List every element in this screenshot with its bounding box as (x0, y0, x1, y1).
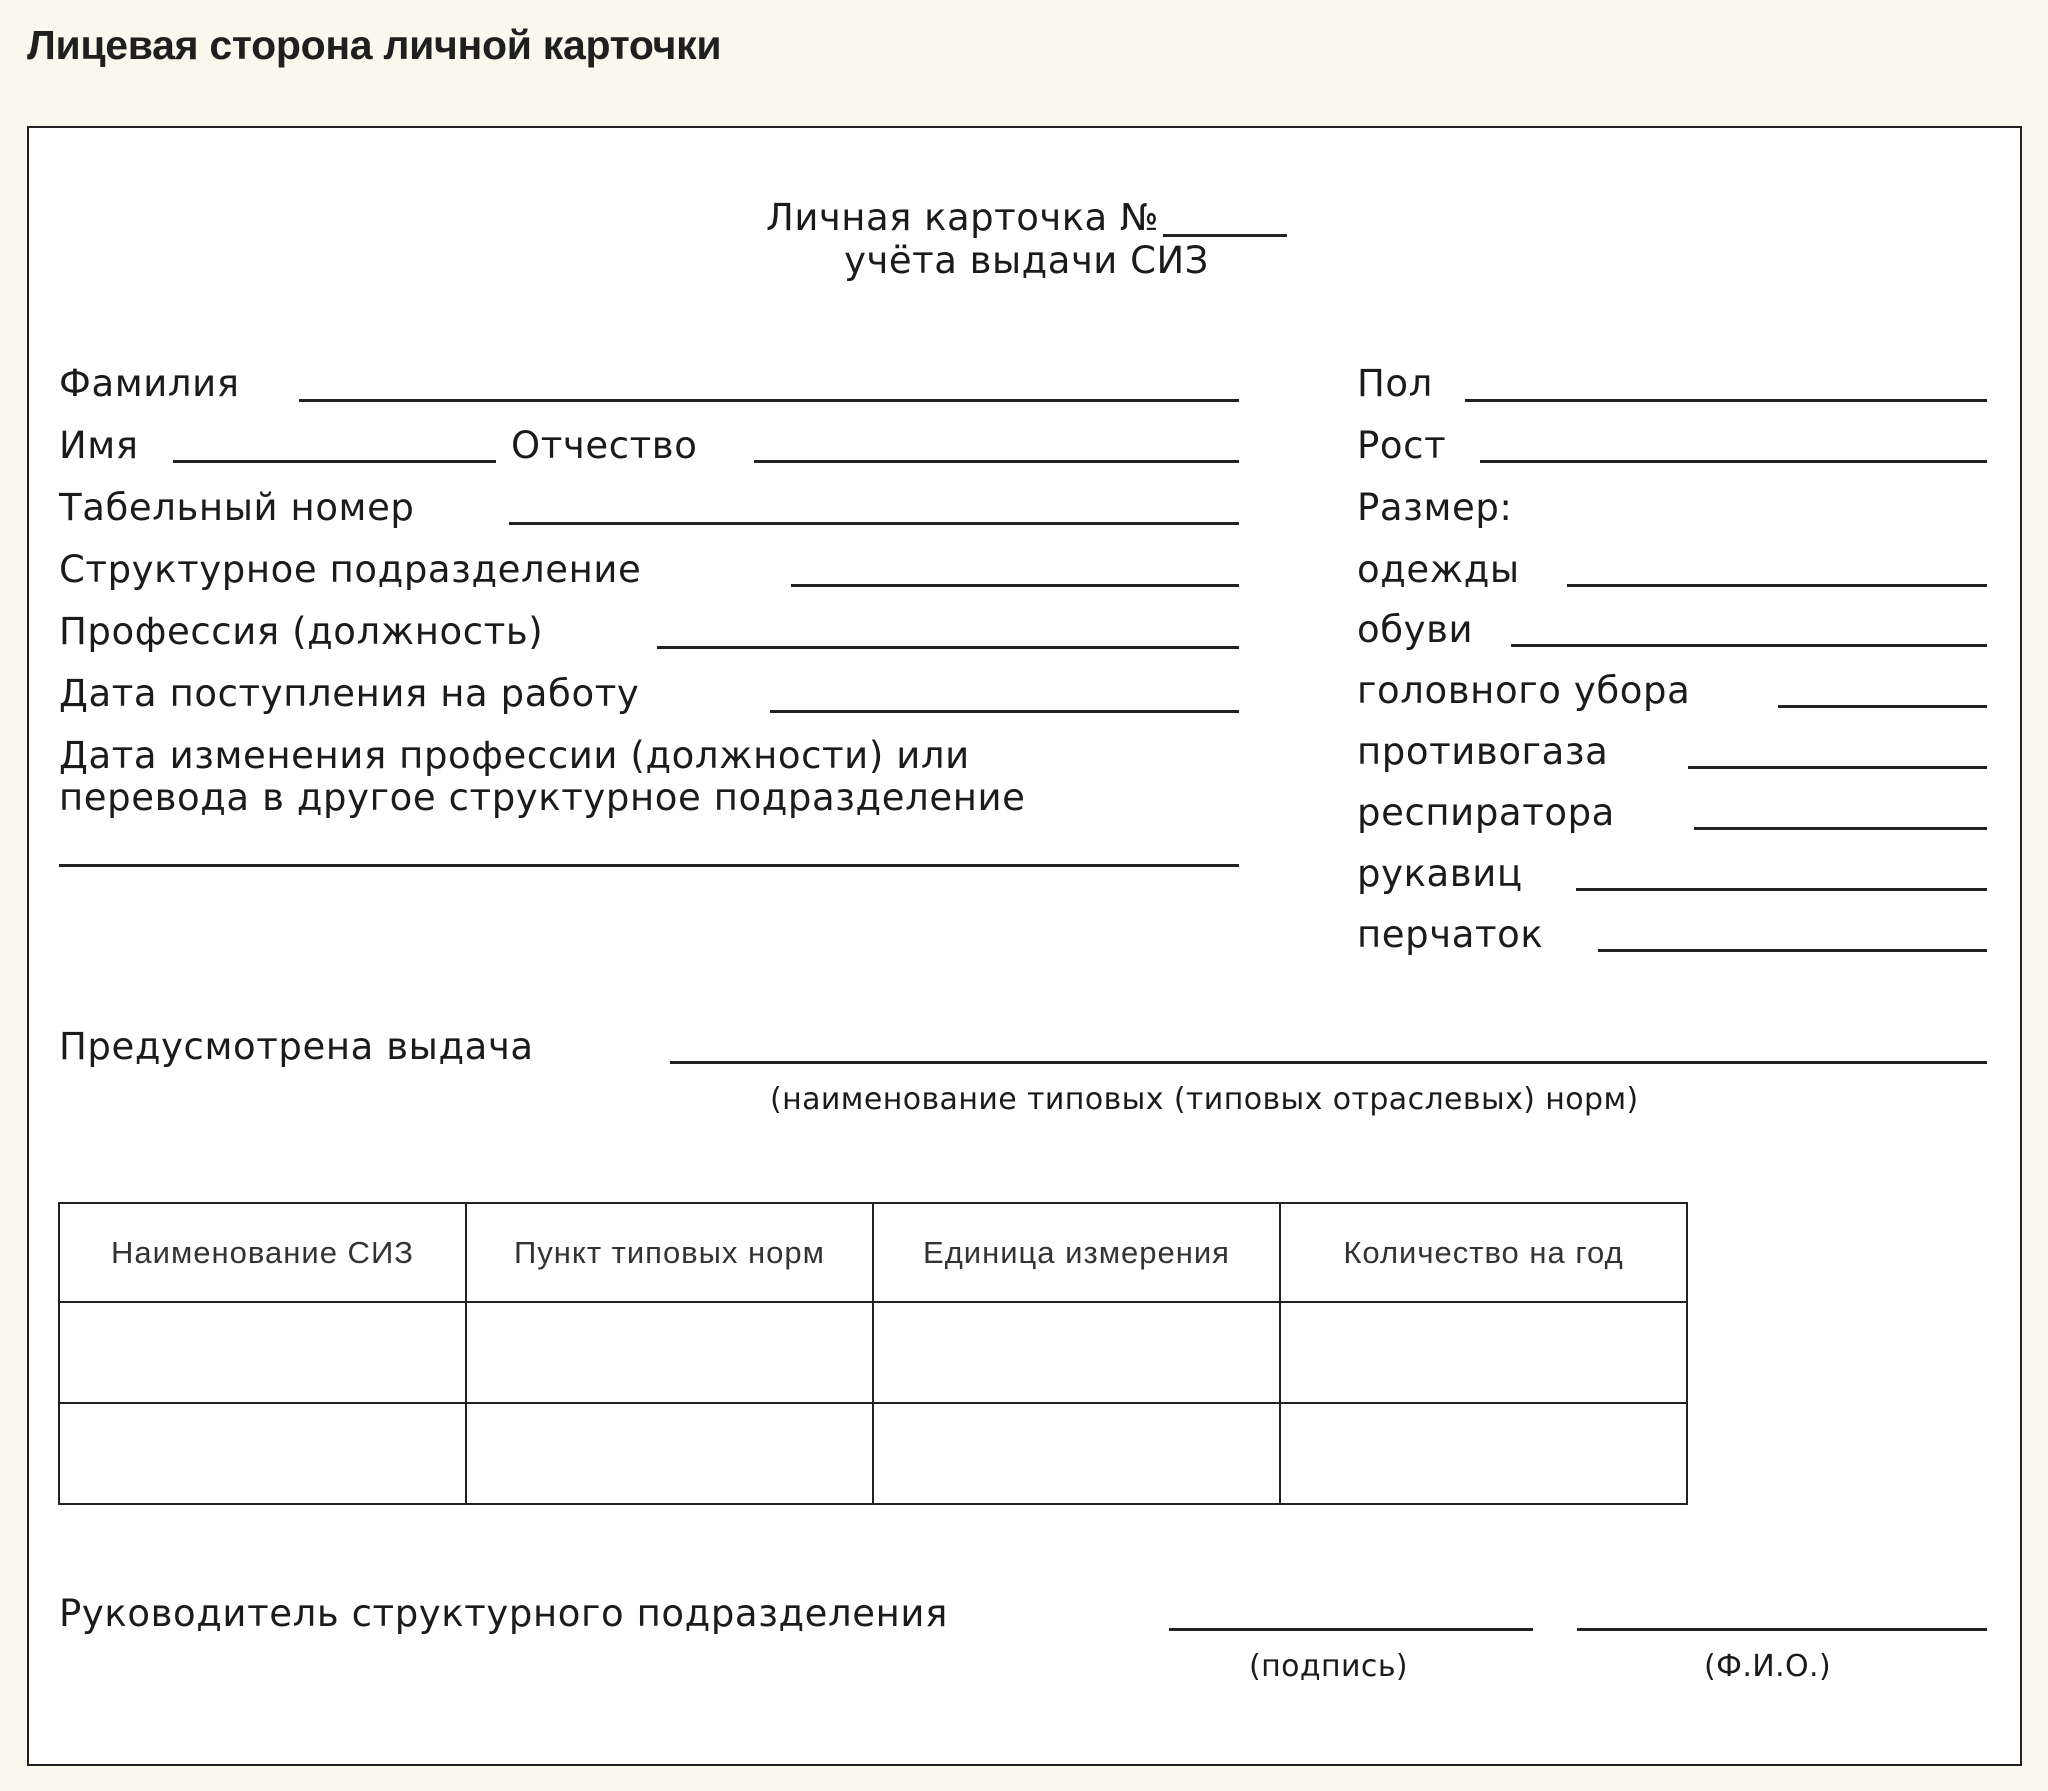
column-header-annual-quantity: Количество на год (1280, 1203, 1687, 1302)
signature-caption: (подпись) (1249, 1649, 1409, 1684)
clothes-size-label: одежды (1357, 548, 1520, 591)
gas-mask-size-field[interactable] (1688, 766, 1987, 769)
profession-label: Профессия (должность) (59, 610, 544, 653)
gloves-size-label: перчаток (1357, 913, 1544, 956)
surname-label: Фамилия (59, 362, 240, 405)
change-date-label-line2: перевода в другое структурное подразделение (59, 776, 1026, 819)
issue-label: Предусмотрена выдача (59, 1025, 534, 1068)
respirator-size-field[interactable] (1694, 827, 1987, 830)
gas-mask-size-label: противогаза (1357, 730, 1609, 773)
column-header-unit: Единица измерения (873, 1203, 1280, 1302)
table-cell[interactable] (59, 1403, 466, 1504)
height-label: Рост (1357, 424, 1447, 467)
hire-date-field[interactable] (770, 710, 1239, 713)
shoe-size-field[interactable] (1511, 644, 1987, 647)
mittens-size-label: рукавиц (1357, 852, 1523, 895)
manager-name-field[interactable] (1577, 1628, 1987, 1631)
table-cell[interactable] (466, 1403, 873, 1504)
table-cell[interactable] (873, 1403, 1280, 1504)
name-caption: (Ф.И.О.) (1704, 1649, 1832, 1684)
table-cell[interactable] (873, 1302, 1280, 1403)
card-title (29, 196, 2024, 282)
personnel-number-field[interactable] (509, 522, 1239, 525)
card-title-line2: учёта выдачи СИЗ (844, 239, 1209, 282)
headwear-size-label: головного убора (1357, 669, 1691, 712)
table-cell[interactable] (1280, 1403, 1687, 1504)
issue-norms-caption: (наименование типовых (типовых отраслевых) норм) (770, 1082, 1639, 1117)
respirator-size-label: респиратора (1357, 791, 1615, 834)
sex-label: Пол (1357, 362, 1433, 405)
hire-date-label: Дата поступления на работу (59, 672, 640, 715)
first-name-label: Имя (59, 424, 139, 467)
surname-field[interactable] (299, 399, 1239, 402)
table-header-row (59, 1203, 1687, 1302)
manager-signature-field[interactable] (1169, 1628, 1533, 1631)
change-date-label-line1: Дата изменения профессии (должности) или (59, 734, 970, 777)
sex-field[interactable] (1465, 399, 1987, 402)
personal-card-form (27, 126, 2022, 1766)
page-heading: Лицевая сторона личной карточки (27, 22, 722, 68)
table-row (59, 1403, 1687, 1504)
table-cell[interactable] (466, 1302, 873, 1403)
change-date-field[interactable] (59, 864, 1239, 867)
column-header-ppe-name: Наименование СИЗ (59, 1203, 466, 1302)
column-header-norm-item: Пункт типовых норм (466, 1203, 873, 1302)
table-cell[interactable] (1280, 1302, 1687, 1403)
first-name-field[interactable] (173, 460, 496, 463)
manager-label: Руководитель структурного подразделения (59, 1592, 948, 1635)
patronymic-label: Отчество (511, 424, 698, 467)
ppe-table (58, 1202, 1688, 1505)
table-row (59, 1302, 1687, 1403)
card-number-field[interactable] (1163, 234, 1287, 237)
profession-field[interactable] (657, 646, 1239, 649)
personnel-number-label: Табельный номер (59, 486, 415, 529)
clothes-size-field[interactable] (1567, 584, 1987, 587)
height-field[interactable] (1480, 460, 1987, 463)
mittens-size-field[interactable] (1576, 888, 1987, 891)
issue-norms-field[interactable] (670, 1061, 1987, 1064)
table-cell[interactable] (59, 1302, 466, 1403)
gloves-size-field[interactable] (1598, 949, 1987, 952)
size-header-label: Размер: (1357, 486, 1513, 529)
shoe-size-label: обуви (1357, 608, 1474, 651)
patronymic-field[interactable] (754, 460, 1239, 463)
card-title-line1: Личная карточка № (766, 196, 1159, 239)
department-label: Структурное подразделение (59, 548, 642, 591)
headwear-size-field[interactable] (1778, 705, 1987, 708)
department-field[interactable] (791, 584, 1239, 587)
